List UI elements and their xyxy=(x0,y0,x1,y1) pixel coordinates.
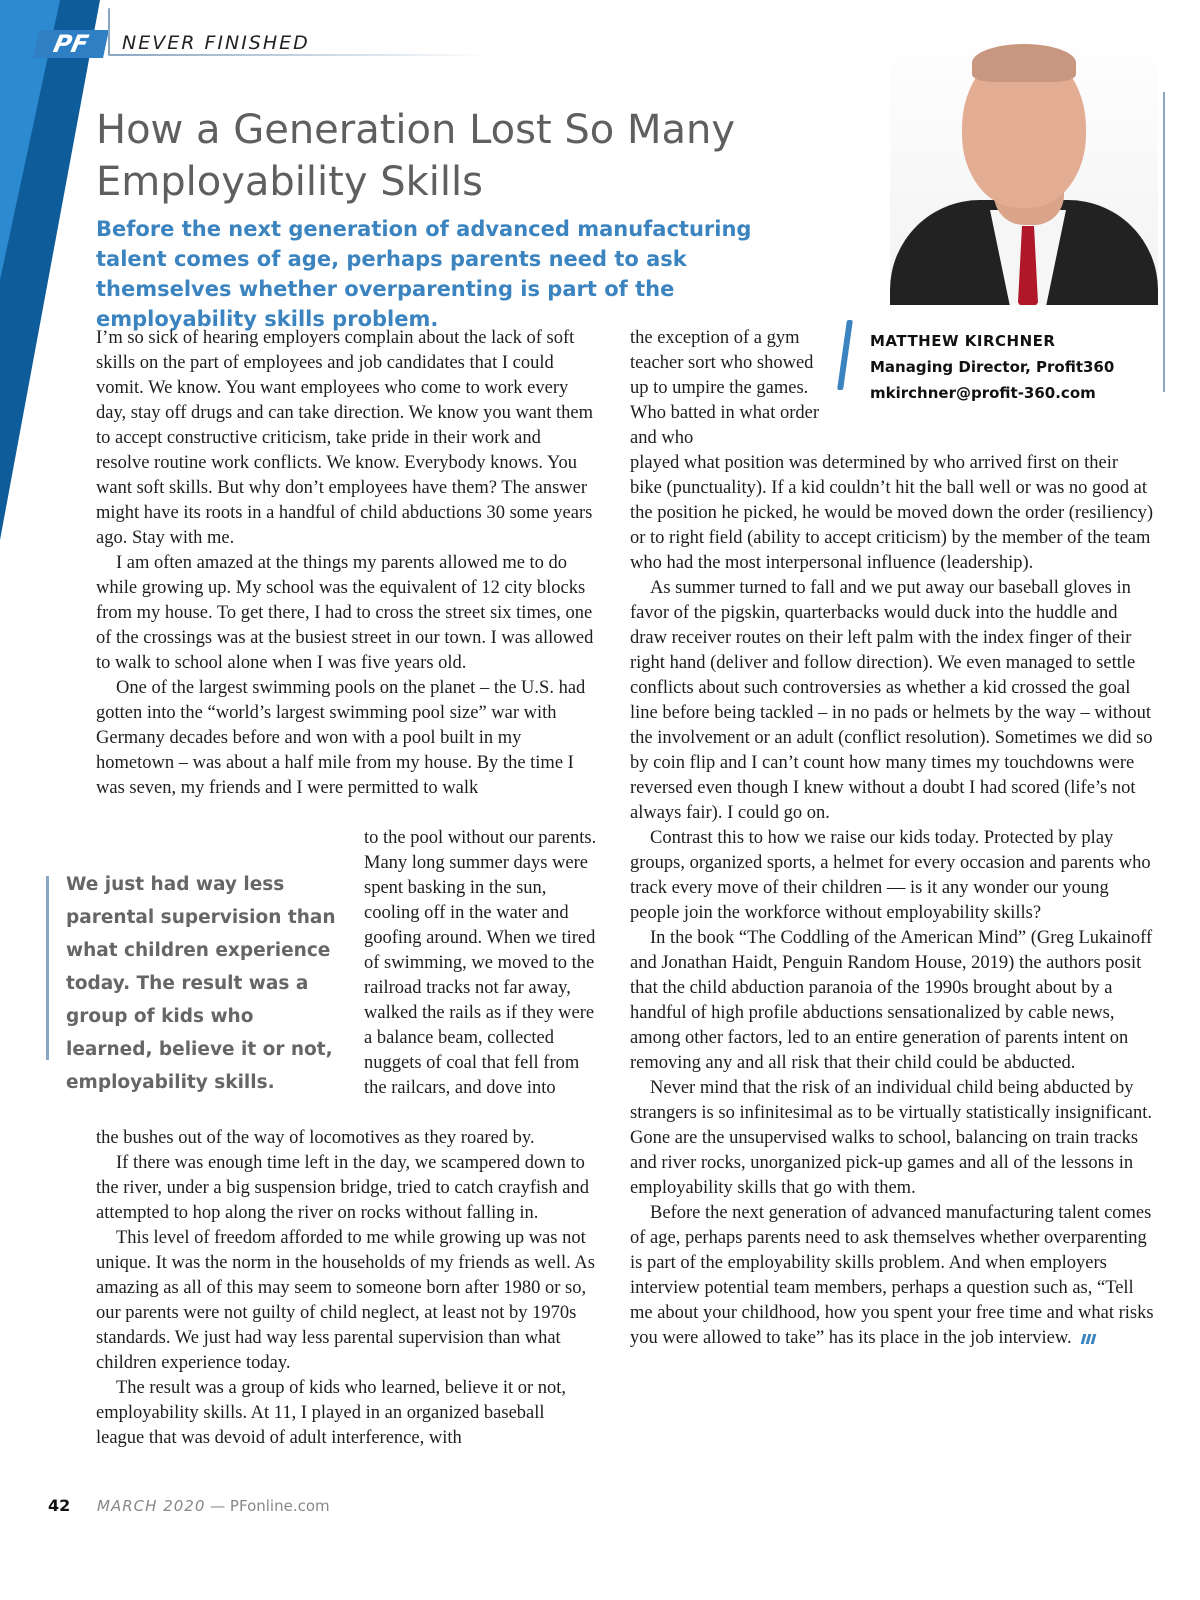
section-divider-tick xyxy=(108,8,110,56)
body-paragraph-final xyxy=(630,1201,1154,1351)
pullquote-rule xyxy=(46,876,49,1060)
body-paragraph-continued: played what position was determined by who arrived first on their bike (punctuality). If a kid couldn’t hit the ball well or was no good at the position he picked, he would be moved down the order (resiliency) or to right field (ability to accept criticism) by the member of the team who had the most interpersonal influence (leadership). xyxy=(630,453,1153,573)
final-paragraph-text: Before the next generation of advanced manufacturing talent comes of age, perhaps parents need to ask themselves whether overparenting is part of the employability skills problem. And when employers interview potential team members, perhaps a question such as, “Tell me about your childhood, how you spent your free time and what risks you were allowed to take” has its place in the job interview. xyxy=(630,1203,1154,1348)
body-paragraph: I am often amazed at the things my parents allowed me to do while growing up. My school was the equivalent of 12 city blocks from my house. To get there, I had to cross the street six times, one of the crossings was at the busiest street in our town. I was allowed to walk to school alone when I was five years old. xyxy=(96,553,594,673)
body-paragraph: If there was enough time left in the day, we scampered down to the river, under a big suspension bridge, tried to catch crayfish and attempted to hop along the river on rocks without falling in. xyxy=(96,1153,589,1223)
body-paragraph-continued: to the pool without our parents. Many long summer days were spent basking in the sun, cooling off in the water and goofing around. When we tired of swimming, we moved to the railroad tracks not far away, walked the rails as if they were a balance beam, collected nuggets of coal that fell from the railcars, and dove into xyxy=(364,828,597,1098)
body-paragraph: The result was a group of kids who learned, believe it or not, employability skills. At 11, I played in an organized baseball league that was devoid of adult interference, with xyxy=(96,1378,567,1448)
body-column-left-bottom xyxy=(96,1126,596,1451)
page-number: 42 xyxy=(48,1496,71,1515)
body-column-left-wrap xyxy=(364,826,598,1101)
body-paragraph: One of the largest swimming pools on the planet – the U.S. had gotten into the “world’s largest swimming pool size” war with Germany decades before and won with a pool built in my hometown – was about a half mile from my house. By the time I was seven, my friends and I were permitted to walk xyxy=(96,678,586,798)
photo-hair xyxy=(972,44,1076,82)
end-mark-icon xyxy=(1082,1334,1098,1344)
author-photo xyxy=(890,30,1158,305)
page-footer xyxy=(48,1496,648,1515)
body-paragraph: This level of freedom afforded to me while growing up was not unique. It was the norm in the households of my friends as well. As amazing as all of this may seem to someone born after 1980 or so, our parents were not guilty of child neglect, at least not by 1970s standards. We just had way less parental supervision than what children experience today. xyxy=(96,1228,595,1373)
article-title xyxy=(96,104,776,208)
body-column-right-wrap xyxy=(630,326,830,451)
byline-accent-bar xyxy=(837,320,853,390)
section-label: NEVER FINISHED xyxy=(122,32,310,54)
body-column-left-top xyxy=(96,326,596,801)
title-line-1: How a Generation Lost So Many xyxy=(96,107,735,153)
body-paragraph-continued: the exception of a gym teacher sort who showed up to umpire the games. Who batted in what order and who xyxy=(630,328,820,448)
body-paragraph: Contrast this to how we raise our kids today. Protected by play groups, organized sports, a helmet for every occasion and parents who track every move of their children — is it any wonder our young people join the workforce without employability skills? xyxy=(630,828,1151,923)
author-email[interactable]: mkirchner@profit-360.com xyxy=(870,384,1096,402)
body-paragraph: In the book “The Coddling of the American Mind” (Greg Lukainoff and Jonathan Haidt, Penguin Random House, 2019) the authors posit that the child abduction paranoia of the 1990s brought about by a handful of high profile abductions sensationalized by cable news, among other factors, led to an entire generation of parents intent on removing any and all risk that their child could be abducted. xyxy=(630,928,1153,1073)
article-deck: Before the next generation of advanced manufacturing talent comes of age, perhaps parents need to ask themselves whether overparenting is part of the employability skills problem. xyxy=(96,217,752,331)
author-role: Managing Director, Profit360 xyxy=(870,358,1115,376)
title-line-2: Employability Skills xyxy=(96,159,483,205)
site-url[interactable]: — PFonline.com xyxy=(210,1497,330,1515)
body-paragraph: Never mind that the risk of an individual child being abducted by strangers is so infinitesimal as to be virtually statistically insignificant. Gone are the unsupervised walks to school, balancing on train tracks and river rocks, unorganized pick-up games and all of the lessons in employability skills that go with them. xyxy=(630,1078,1153,1198)
body-paragraph: I’m so sick of hearing employers complain about the lack of soft skills on the part of employees and job candidates that I could vomit. We know. You want employees who come to work every day, stay off drugs and can take direction. We know you want them to accept constructive criticism, take pride in their work and resolve routine work conflicts. We know. Everybody knows. You want soft skills. But why don’t employees have them? The answer might have its roots in a handful of child abductions 30 some years ago. Stay with me. xyxy=(96,328,594,548)
photo-rule xyxy=(1163,92,1165,392)
author-byline xyxy=(870,328,1160,406)
author-name: MATTHEW KIRCHNER xyxy=(870,332,1056,350)
body-paragraph-continued: the bushes out of the way of locomotives as they roared by. xyxy=(96,1128,535,1148)
section-rule xyxy=(110,54,490,56)
body-column-right xyxy=(630,451,1154,1351)
pullquote: We just had way less parental supervision than what children experience today. The result was a group of kids who learned, believe it or not, employability skills. xyxy=(66,874,336,1093)
issue-date: MARCH 2020 xyxy=(97,1497,206,1515)
body-paragraph: As summer turned to fall and we put away our baseball gloves in favor of the pigskin, quarterbacks would duck into the huddle and draw receiver routes on their left palm with the index finger of their right hand (deliver and follow direction). We even managed to settle conflicts about such controversies as whether a kid crossed the goal line before being tackled – in no pads or helmets by the way – without the involvement or an adult (conflict resolution). Sometimes we did so by coin flip and I can’t count how many times my touchdowns were reversed even though I knew without a doubt I had scored (life’s not always fair). I could go on. xyxy=(630,578,1153,823)
pf-logo: PF xyxy=(33,30,109,58)
